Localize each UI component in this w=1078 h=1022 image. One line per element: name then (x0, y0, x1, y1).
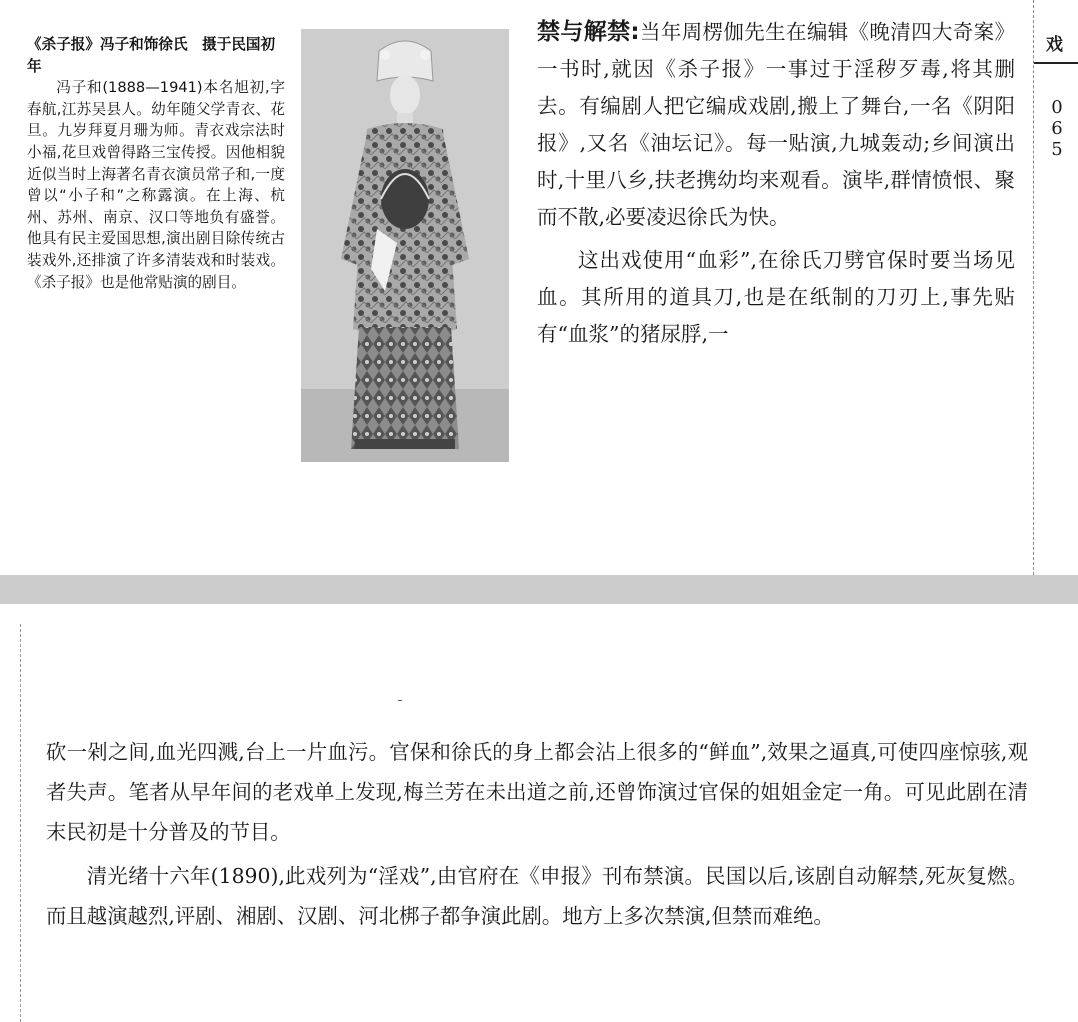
caption-title: 《杀子报》冯子和饰徐氏 摄于民国初年 (27, 36, 276, 75)
tab-divider (1034, 62, 1078, 64)
lower-page-edge (20, 624, 21, 1022)
section-heading: 禁与解禁: (537, 19, 640, 45)
lower-paragraph-2: 清光绪十六年(1890),此戏列为“淫戏”,由官府在《申报》刊布禁演。民国以后,该剧自动解禁,死灰复燃。而且越演越烈,评剧、湘剧、汉剧、河北梆子都争演此剧。地方上多次禁演,但禁而难绝。 (46, 864, 1028, 928)
page-edge-tab (1033, 0, 1078, 575)
lower-paragraph-1: 砍一剁之间,血光四溅,台上一片血污。官保和徐氏的身上都会沾上很多的“鲜血”,效果之逼真,可使四座惊骇,观者失声。笔者从早年间的老戏单上发现,梅兰芳在未出道之前,还曾饰演过官保的姐姐金定一角。可见此剧在清末民初是十分普及的节目。 (46, 740, 1028, 844)
page-number: 065 (1051, 97, 1063, 160)
lower-page (0, 604, 1078, 1022)
photo-caption (27, 34, 285, 293)
scan-speck (398, 700, 402, 701)
page-separator-band (0, 575, 1078, 604)
chapter-tab-label: 戏 (1046, 35, 1063, 55)
opera-performer-photo (301, 29, 509, 462)
lower-body-text (46, 732, 1028, 936)
article-paragraph-2: 这出戏使用“血彩”,在徐氏刀劈官保时要当场见血。其所用的道具刀,也是在纸制的刀刃上,事先贴有“血浆”的猪尿脬,一 (537, 248, 1015, 346)
article-paragraph-1-text: 当年周楞伽先生在编辑《晚清四大奇案》一书时,就因《杀子报》一事过于淫秽歹毒,将其删去。有编剧人把它编成戏剧,搬上了舞台,一名《阴阳报》,又名《油坛记》。每一贴演,九城轰动;乡间演出时,十里八乡,扶老携幼均来观看。演毕,群情愤恨、聚而不散,必要凌迟徐氏为快。 (537, 20, 1016, 229)
article-paragraph-1 (537, 14, 1015, 236)
article-right-column (537, 14, 1015, 353)
caption-body: 冯子和(1888—1941)本名旭初,字春航,江苏吴县人。幼年随父学青衣、花旦。九岁拜夏月珊为师。青衣戏宗法时小福,花旦戏曾得路三宝传授。因他相貌近似当时上海著名青衣演员常子和,一度曾以“小子和”之称露演。在上海、杭州、苏州、南京、汉口等地负有盛誉。他具有民主爱国思想,演出剧目除传统古装戏外,还排演了许多清装戏和时装戏。《杀子报》也是他常贴演的剧目。 (27, 79, 285, 291)
performer-figure-image (301, 29, 509, 462)
